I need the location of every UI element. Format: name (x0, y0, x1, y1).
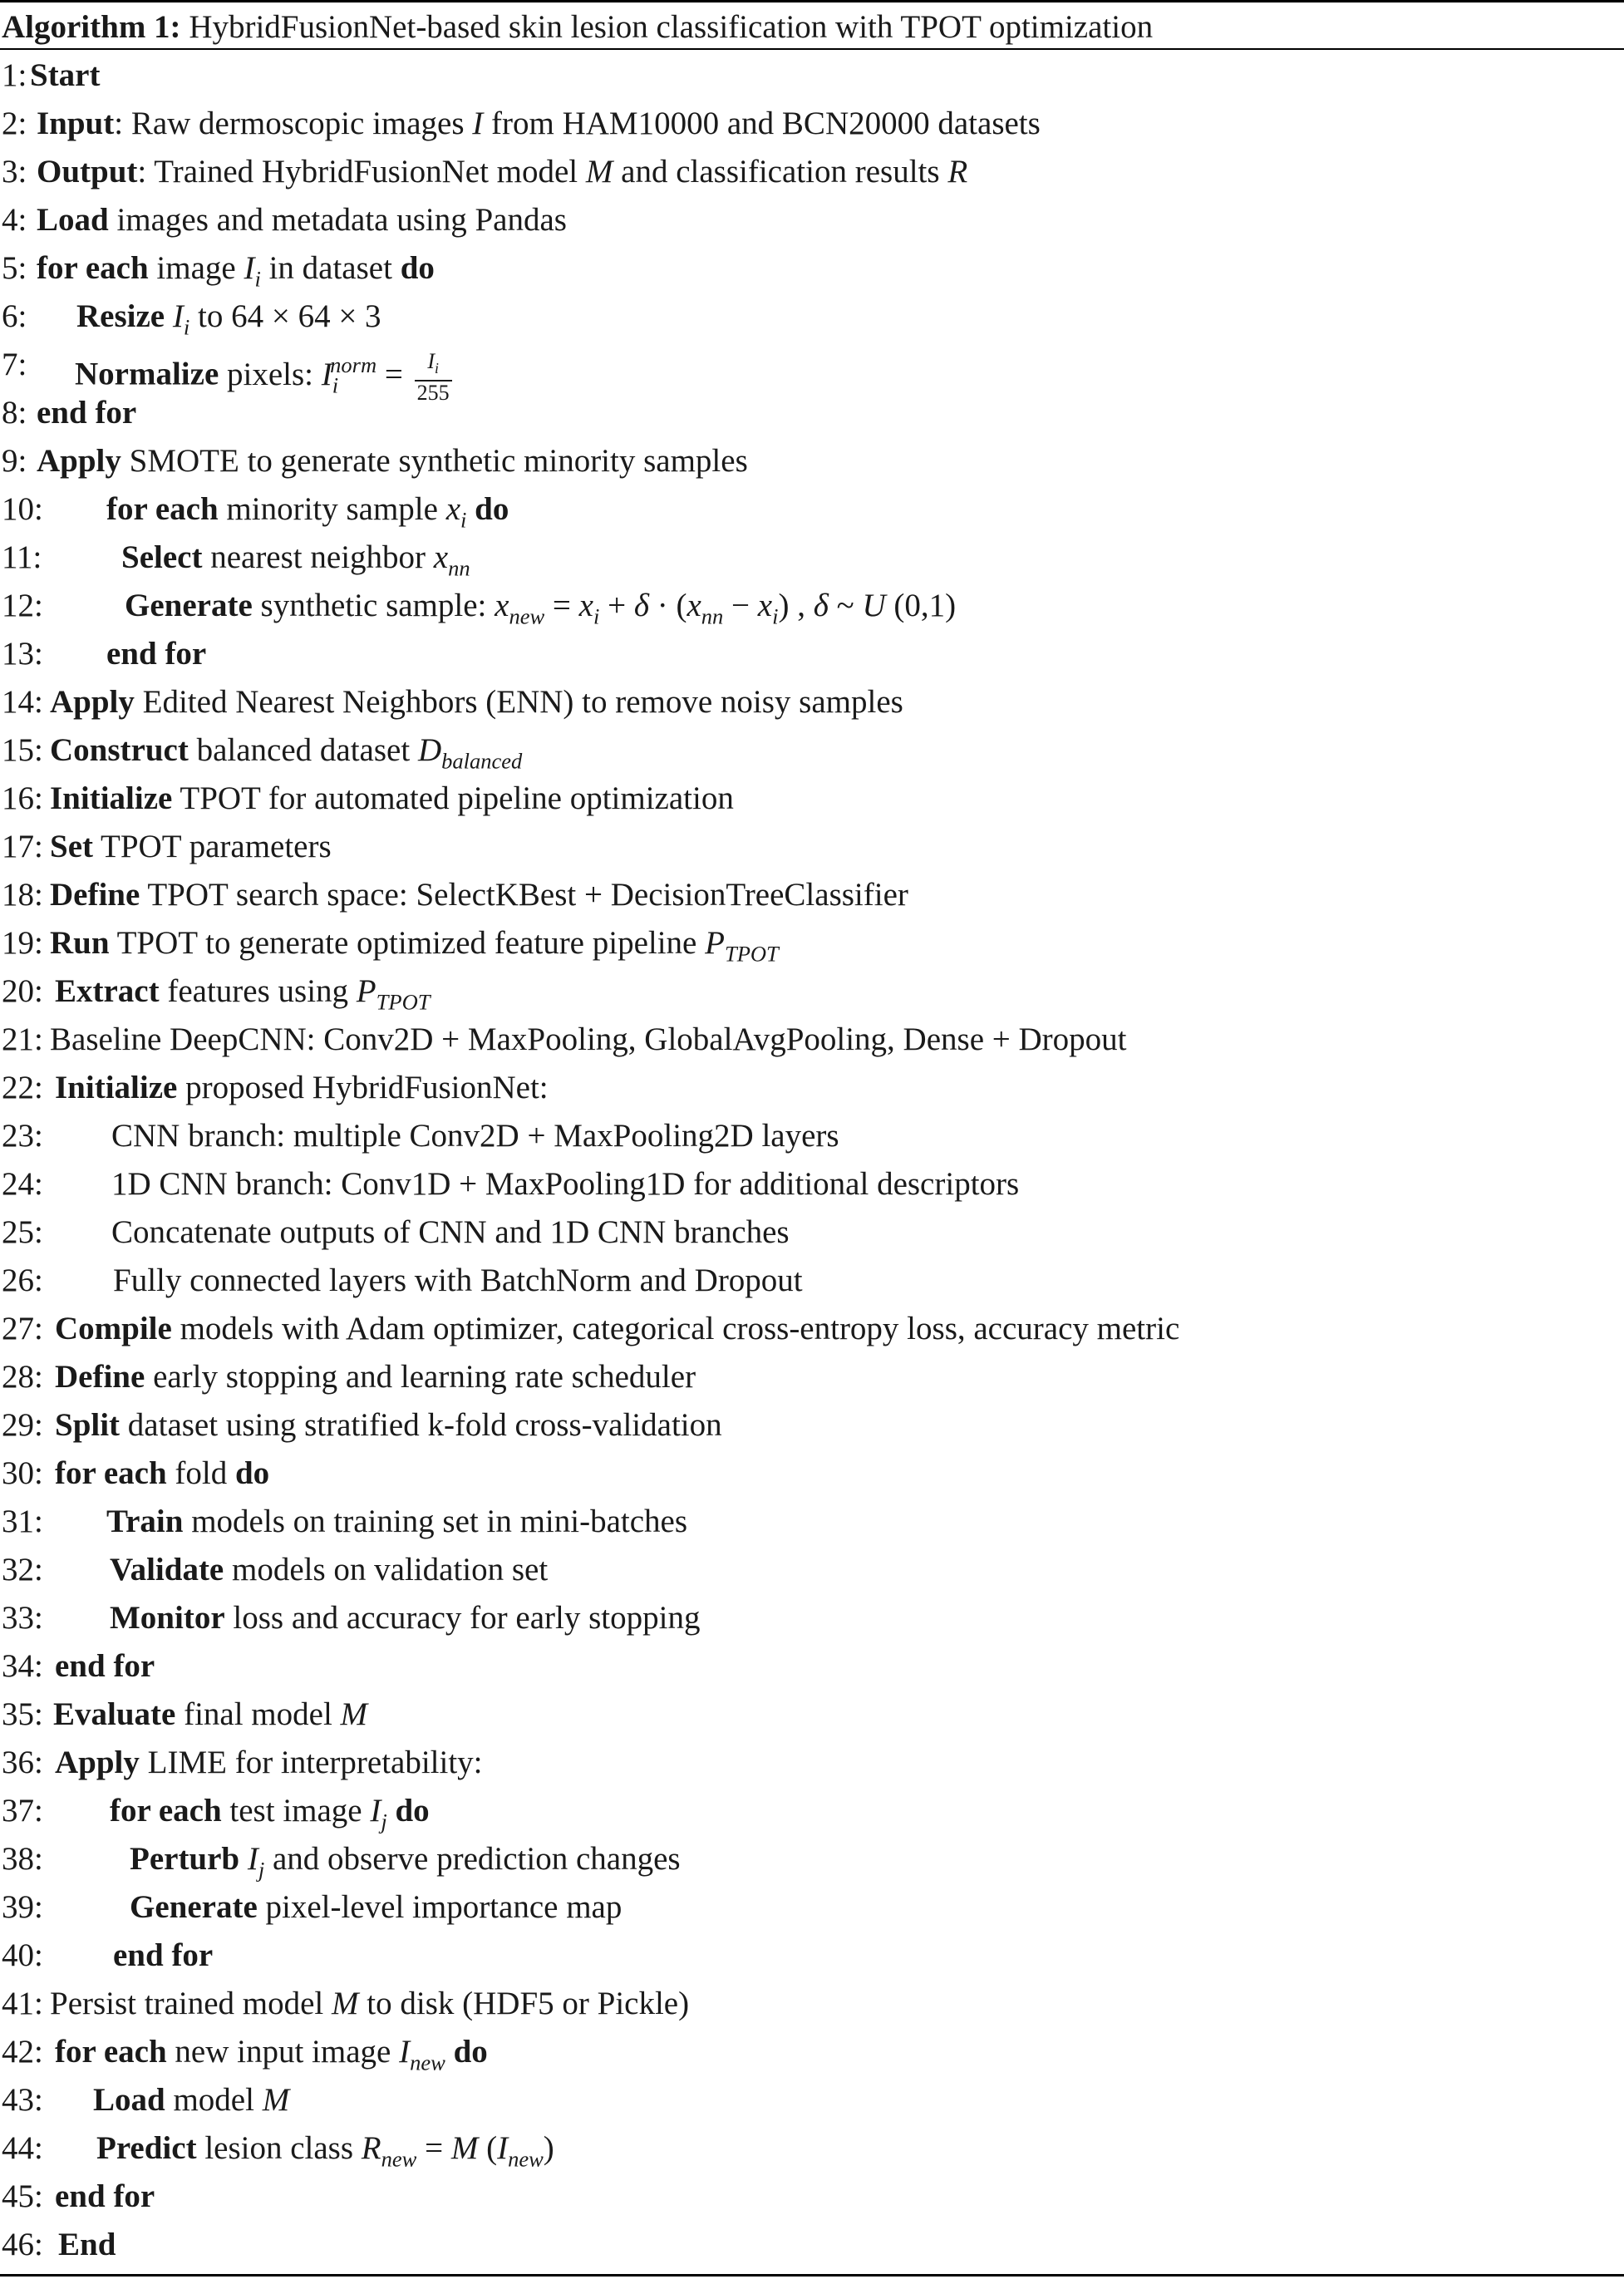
step-number: 26: (2, 1263, 43, 1298)
step-number: 11: (2, 539, 42, 575)
step-text: dataset using stratified k-fold cross-validation (127, 1407, 722, 1443)
step-keyword: Initialize (55, 1070, 178, 1105)
step-keyword: Train (106, 1504, 184, 1539)
step-number: 45: (2, 2178, 43, 2214)
step-keyword: Evaluate (53, 1696, 176, 1732)
step-keyword: end for (55, 2178, 155, 2214)
step-text: Fully connected layers with BatchNorm and Dropout (113, 1263, 803, 1298)
step-number: 6: (2, 298, 27, 334)
step-keyword: for each (55, 2034, 167, 2070)
step-keyword: Run (50, 925, 110, 961)
step-number: 28: (2, 1359, 43, 1395)
step-number: 15: (2, 732, 43, 768)
step-keyword: Apply (55, 1745, 140, 1780)
step-number: 21: (2, 1021, 43, 1057)
step-number: 27: (2, 1311, 43, 1346)
step-text: $I_j$ and observe prediction changes (247, 1841, 681, 1883)
step-text: lesion class $R_{new} = M$ $(I_{new})$ (204, 2130, 554, 2172)
step-keyword-do: do (395, 1793, 430, 1829)
step-number: 37: (2, 1793, 43, 1829)
step-keyword: Normalize (75, 356, 219, 392)
step-keyword: Perturb (130, 1841, 240, 1877)
step-number: 2: (2, 106, 27, 141)
step-keyword-do: do (453, 2034, 488, 2070)
step-text: early stopping and learning rate scheduler (153, 1359, 696, 1395)
step-keyword: End (58, 2227, 116, 2262)
step-keyword: Split (55, 1407, 121, 1443)
step-keyword: end for (55, 1648, 155, 1684)
step-text: Baseline DeepCNN: Conv2D + MaxPooling, GlobalAvgPooling, Dense + Dropout (50, 1021, 1127, 1057)
step-number: 7: (2, 347, 27, 382)
step-text: minority sample $x_i$ (226, 491, 467, 533)
step-number: 9: (2, 443, 27, 479)
step-keyword-do: do (400, 250, 435, 286)
step-text: loss and accuracy for early stopping (233, 1600, 701, 1636)
step-keyword: Apply (37, 443, 121, 479)
step-keyword: end for (37, 395, 137, 431)
step-text: proposed HybridFusionNet: (185, 1070, 549, 1105)
step-text: $I_i$ to 64 × 64 × 3 (172, 298, 381, 340)
step-keyword: Input (37, 106, 115, 141)
step-keyword: Construct (50, 732, 189, 768)
step-keyword: for each (106, 491, 219, 527)
step-keyword: Monitor (110, 1600, 225, 1636)
step-text: : Raw dermoscopic images I from HAM10000 and BCN20000 datasets (114, 106, 1041, 141)
step-number: 42: (2, 2034, 43, 2070)
step-number: 5: (2, 250, 27, 286)
step-text: new input image $I_{new}$ (175, 2034, 445, 2075)
step-keyword: Define (50, 877, 140, 913)
step-text: image $I_i$ in dataset (156, 250, 392, 292)
step-number: 12: (2, 588, 43, 623)
step-number: 43: (2, 2082, 43, 2118)
step-keyword: Resize (76, 298, 165, 334)
step-keyword-do: do (475, 491, 509, 527)
step-keyword: for each (55, 1455, 167, 1491)
step-text: Concatenate outputs of CNN and 1D CNN branches (111, 1214, 790, 1250)
step-number: 46: (2, 2227, 43, 2262)
step-number: 41: (2, 1986, 43, 2021)
step-keyword: end for (113, 1937, 214, 1973)
step-keyword: Select (121, 539, 203, 575)
step-text: Persist trained model M to disk (HDF5 or Pickle) (50, 1986, 690, 2021)
step-number: 40: (2, 1937, 43, 1973)
step-number: 16: (2, 780, 43, 816)
step-keyword: Set (50, 829, 93, 864)
step-text: TPOT for automated pipeline optimization (180, 780, 734, 816)
algorithm-label: Algorithm 1: (2, 9, 181, 45)
step-text: pixel-level importance map (265, 1889, 623, 1925)
step-keyword: Predict (96, 2130, 197, 2166)
step-text: Edited Nearest Neighbors (ENN) to remove noisy samples (142, 684, 903, 720)
step-number: 39: (2, 1889, 43, 1925)
step-number: 30: (2, 1455, 43, 1491)
step-keyword: end for (106, 636, 207, 672)
step-text: models on training set in mini-batches (191, 1504, 688, 1539)
step-keyword: Compile (55, 1311, 172, 1346)
step-text: LIME for interpretability: (147, 1745, 483, 1780)
step-keyword: for each (110, 1793, 222, 1829)
algorithm-title-text: HybridFusionNet-based skin lesion classification with TPOT optimization (189, 9, 1154, 45)
step-keyword: for each (37, 250, 149, 286)
step-text: SMOTE to generate synthetic minority samples (129, 443, 748, 479)
step-number: 31: (2, 1504, 43, 1539)
step-number: 22: (2, 1070, 43, 1105)
step-number: 20: (2, 973, 43, 1009)
step-text: balanced dataset $D_{balanced}$ (196, 732, 523, 774)
step-number: 38: (2, 1841, 43, 1877)
step-number: 10: (2, 491, 43, 527)
step-number: 3: (2, 154, 27, 190)
step-text: pixels: $I_i^{norm}$ = $\frac{I_i}{255}$ (227, 357, 452, 392)
step-keyword: Generate (130, 1889, 258, 1925)
step-number: 35: (2, 1696, 43, 1732)
step-number: 19: (2, 925, 43, 961)
step-text: TPOT to generate optimized feature pipeline $P_{TPOT}$ (116, 925, 779, 967)
step-keyword-do: do (234, 1455, 270, 1491)
step-keyword: Initialize (50, 780, 173, 816)
step-number: 33: (2, 1600, 43, 1636)
step-number: 1: (2, 57, 27, 93)
step-text: images and metadata using Pandas (116, 202, 567, 238)
step-number: 36: (2, 1745, 43, 1780)
step-text: test image $I_j$ (229, 1793, 387, 1834)
step-text: models on validation set (232, 1552, 549, 1587)
step-text: 1D CNN branch: Conv1D + MaxPooling1D for additional descriptors (111, 1166, 1020, 1202)
step-keyword: Define (55, 1359, 145, 1395)
step-keyword: Extract (55, 973, 160, 1009)
step-number: 24: (2, 1166, 43, 1202)
step-number: 23: (2, 1118, 43, 1154)
step-number: 14: (2, 684, 43, 720)
step-text: nearest neighbor $x_{nn}$ (210, 539, 470, 581)
step-number: 29: (2, 1407, 43, 1443)
step-number: 17: (2, 829, 43, 864)
step-number: 44: (2, 2130, 43, 2166)
step-keyword: Validate (110, 1552, 224, 1587)
step-text: : Trained HybridFusionNet model M and classification results R (137, 154, 968, 190)
step-text: model M (173, 2082, 290, 2118)
step-text: features using $P_{TPOT}$ (167, 973, 431, 1015)
step-text: TPOT parameters (101, 829, 332, 864)
step-text: fold (175, 1455, 228, 1491)
step-text: synthetic sample: $x_{new} = x_i + \delta \cdot (x_{nn} - x_i)$ , δ ~ U (0,1) (260, 588, 957, 629)
step-text: models with Adam optimizer, categorical cross-entropy loss, accuracy metric (180, 1311, 1180, 1346)
step-text: TPOT search space: SelectKBest + DecisionTreeClassifier (147, 877, 908, 913)
step-number: 18: (2, 877, 43, 913)
step-keyword: Generate (125, 588, 253, 623)
step-number: 4: (2, 202, 27, 238)
step-keyword: Load (93, 2082, 165, 2118)
step-number: 34: (2, 1648, 43, 1684)
step-keyword: Start (30, 57, 101, 93)
algorithm-footer-rule (0, 2274, 1624, 2277)
fraction: $\frac{I_i}{255}$ (415, 350, 452, 405)
step-number: 25: (2, 1214, 43, 1250)
step-number: 8: (2, 395, 27, 431)
algorithm-title (2, 9, 1153, 46)
step-keyword: Load (37, 202, 109, 238)
step-number: 13: (2, 636, 43, 672)
step-keyword: Apply (50, 684, 135, 720)
step-keyword: Output (37, 154, 138, 190)
step-number: 32: (2, 1552, 43, 1587)
step-text: final model M (184, 1696, 368, 1732)
algorithm-header (0, 0, 1624, 50)
step-text: CNN branch: multiple Conv2D + MaxPooling2D layers (111, 1118, 839, 1154)
